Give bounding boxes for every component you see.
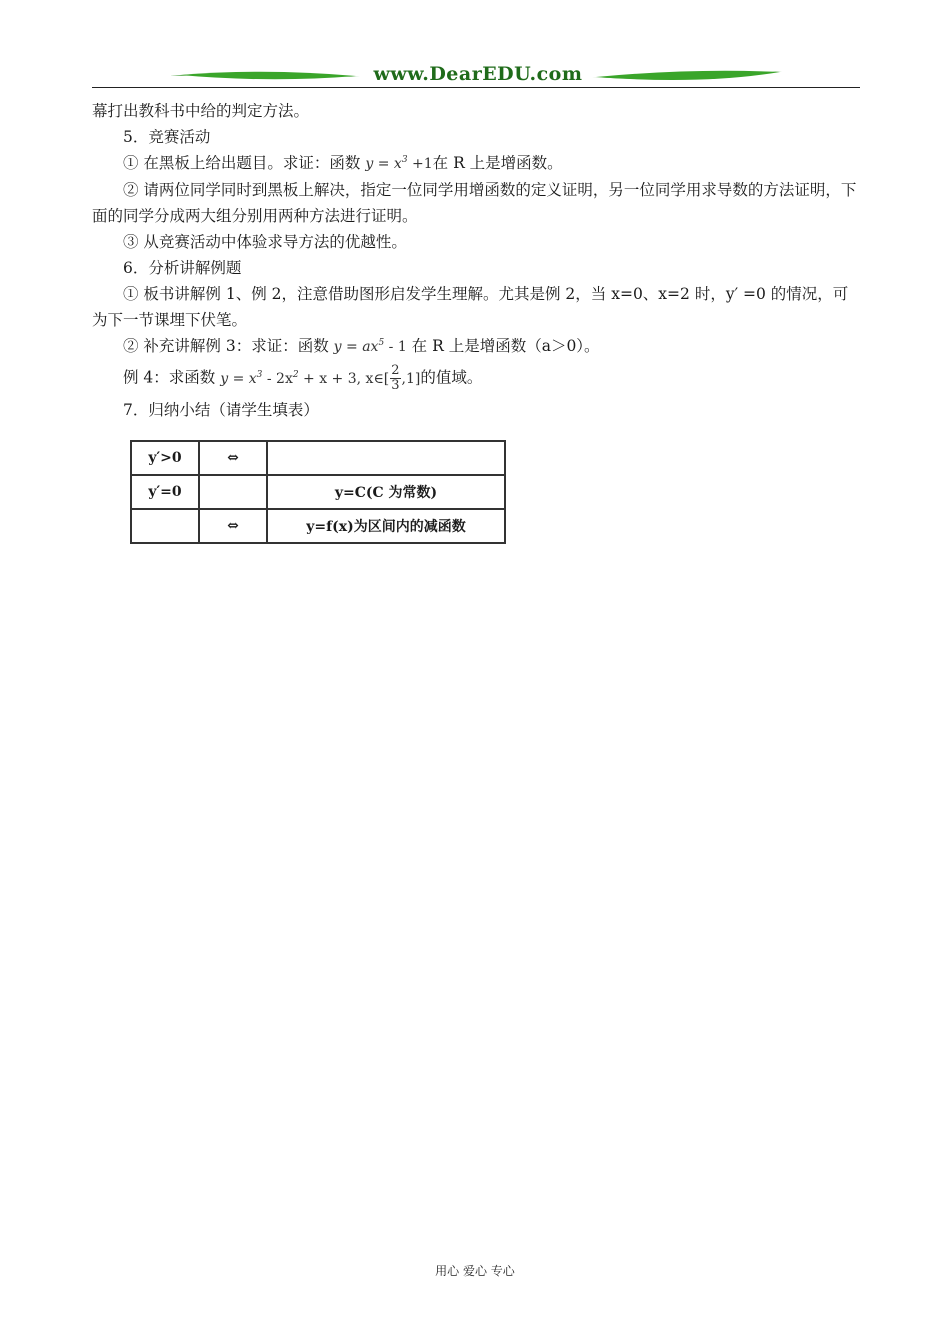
text-span: 例 4：求函数 — [123, 368, 216, 387]
formula: $y = ax^5 - 1$ — [333, 338, 407, 355]
text-paragraph: ① 板书讲解例 1、例 2，注意借助图形启发学生理解。尤其是例 2，当 x=0、x=2 时，y′ =0 的情况，可为下一节课埋下伏笔。 — [92, 285, 849, 329]
formula: $y = x^3 - 2x^2 + x + 3$, x∈[ $\frac{2}{3}$ ,1] — [220, 363, 421, 393]
table-cell: ⇔ — [199, 441, 267, 475]
swoosh-left-decoration — [170, 68, 360, 84]
text-span: 的值域。 — [420, 368, 483, 387]
table-cell — [131, 509, 199, 543]
swoosh-right-decoration — [592, 68, 782, 84]
text-line — [92, 364, 862, 393]
table-cell: ⇔ — [199, 509, 267, 543]
table-cell: y=C(C 为常数) — [267, 475, 505, 509]
text-line: ③ 从竞赛活动中体验求导方法的优越性。 — [123, 233, 407, 251]
fraction: $\frac{2}{3}$ — [391, 363, 400, 393]
site-logo: www.DearEDU.com — [373, 63, 583, 85]
table-cell — [267, 441, 505, 475]
summary-table — [130, 440, 506, 544]
section-heading: 7．归纳小结（请学生填表） — [123, 401, 319, 419]
table-cell: y=f(x)为区间内的减函数 — [267, 509, 505, 543]
section-heading: 5．竞赛活动 — [123, 128, 211, 146]
formula: $y = x^3 +1$ — [365, 155, 433, 172]
section-heading: 6．分析讲解例题 — [123, 259, 242, 277]
text-paragraph: ② 请两位同学同时到黑板上解决，指定一位同学用增函数的定义证明，另一位同学用求导数的方法证明，下面的同学分成两大组分别用两种方法进行证明。 — [92, 181, 857, 225]
table-cell — [199, 475, 267, 509]
text-span: ② 补充讲解例 3：求证：函数 — [123, 337, 329, 355]
text-line — [92, 333, 862, 360]
document-body — [92, 98, 862, 423]
page-header — [92, 60, 860, 92]
table-row — [131, 509, 505, 543]
text-span: 在 R 上是增函数。 — [432, 154, 563, 172]
text-line — [92, 150, 862, 177]
text-line: 幕打出教科书中给的判定方法。 — [92, 102, 310, 120]
text-span: ① 在黑板上给出题目。求证：函数 — [123, 154, 361, 172]
page-footer: 用心 爱心 专心 — [435, 1264, 515, 1278]
table-cell: y′>0 — [131, 441, 199, 475]
header-rule — [92, 87, 860, 88]
table-row — [131, 475, 505, 509]
table-row — [131, 441, 505, 475]
text-span: 在 R 上是增函数（a＞0）。 — [411, 337, 600, 355]
table-cell: y′=0 — [131, 475, 199, 509]
